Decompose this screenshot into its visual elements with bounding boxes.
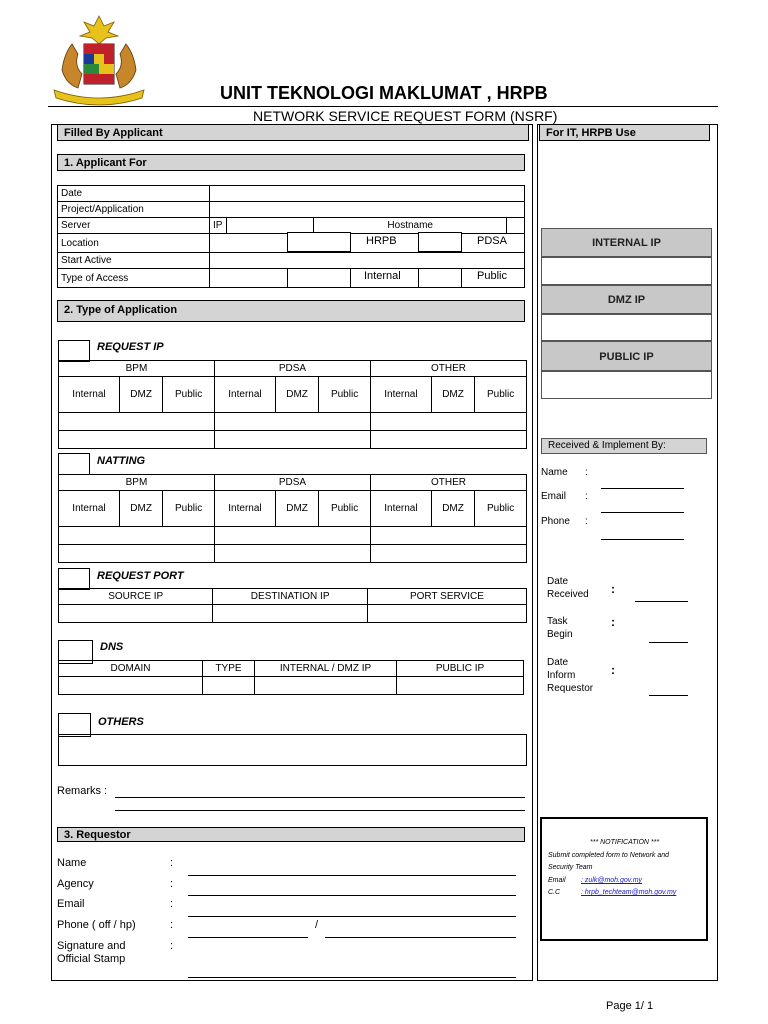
request-port-checkbox[interactable]	[58, 568, 90, 590]
task-begin-line[interactable]	[649, 642, 688, 643]
destination-ip-header: DESTINATION IP	[213, 589, 367, 605]
date-field[interactable]	[210, 186, 525, 202]
page-title: UNIT TEKNOLOGI MAKLUMAT , HRPB	[220, 83, 548, 103]
natting-title: NATTING	[97, 455, 146, 467]
notification-box	[540, 817, 708, 941]
pdsa-header: PDSA	[214, 475, 370, 491]
location-label: Location	[58, 234, 210, 253]
notification-email-link[interactable]: : zulk@moh.gov.my	[581, 877, 643, 884]
header-rule	[48, 106, 718, 107]
filled-by-applicant-header: Filled By Applicant	[57, 124, 529, 141]
request-ip-table	[58, 360, 527, 449]
date-received-line[interactable]	[635, 601, 688, 602]
hrpb-checkbox[interactable]	[287, 232, 351, 252]
notification-line2: Security Team	[548, 864, 593, 871]
bpm-header: BPM	[59, 361, 215, 377]
domain-field[interactable]	[59, 677, 203, 695]
notification-line1: Submit completed form to Network and	[548, 852, 669, 859]
requestor-phone-office-line[interactable]	[188, 937, 308, 938]
pdsa-entry[interactable]	[214, 545, 370, 563]
bpm-header: BPM	[59, 475, 215, 491]
col-public: Public	[475, 491, 527, 527]
colon: :	[170, 898, 174, 910]
col-internal: Internal	[370, 377, 431, 413]
col-internal: Internal	[214, 491, 275, 527]
internal-ip-field[interactable]	[541, 257, 712, 285]
type-field[interactable]	[203, 677, 255, 695]
col-public: Public	[163, 377, 215, 413]
dns-table	[58, 660, 524, 695]
requestor-signature-label: Signature and	[57, 940, 126, 952]
remarks-label: Remarks :	[57, 785, 108, 797]
start-active-label: Start Active	[58, 253, 210, 269]
others-textbox[interactable]	[58, 734, 527, 766]
colon: :	[170, 940, 174, 952]
dmz-ip-header: DMZ IP	[541, 285, 712, 314]
it-name-line[interactable]	[601, 488, 684, 489]
port-service-field[interactable]	[367, 605, 526, 623]
date-inform-label-2: Inform	[547, 670, 576, 681]
col-dmz: DMZ	[431, 377, 474, 413]
colon: :	[611, 582, 615, 596]
dns-title: DNS	[100, 641, 124, 653]
date-label: Date	[58, 186, 210, 202]
it-name-label: Name	[541, 467, 568, 478]
requestor-agency-label: Agency	[57, 878, 94, 890]
public-ip-field[interactable]	[397, 677, 524, 695]
colon: :	[585, 516, 588, 527]
other-entry[interactable]	[370, 413, 526, 431]
date-inform-label: Date	[547, 657, 569, 668]
col-internal: Internal	[59, 377, 120, 413]
other-entry[interactable]	[370, 545, 526, 563]
it-email-label: Email	[541, 491, 567, 502]
natting-table	[58, 474, 527, 563]
col-dmz: DMZ	[275, 491, 318, 527]
pdsa-checkbox[interactable]	[418, 232, 462, 252]
source-ip-header: SOURCE IP	[59, 589, 213, 605]
it-use-header: For IT, HRPB Use	[539, 124, 710, 141]
project-label: Project/Application	[58, 202, 210, 218]
type-of-access-label: Type of Access	[58, 269, 210, 288]
task-begin-label-2: Begin	[547, 629, 573, 640]
col-dmz: DMZ	[119, 491, 162, 527]
source-ip-field[interactable]	[59, 605, 213, 623]
requestor-email-label: Email	[57, 898, 85, 910]
internal-ip-header: INTERNAL IP	[541, 228, 712, 257]
date-received-label: Date	[547, 576, 569, 587]
col-public: Public	[319, 377, 371, 413]
bpm-entry[interactable]	[59, 431, 215, 449]
hostname-label: Hostname	[314, 218, 507, 234]
bpm-entry[interactable]	[59, 545, 215, 563]
internal-dmz-ip-field[interactable]	[255, 677, 397, 695]
colon: :	[611, 615, 615, 629]
col-internal: Internal	[59, 491, 120, 527]
page-number: Page 1/ 1	[606, 1000, 654, 1012]
natting-checkbox[interactable]	[58, 453, 90, 475]
pdsa-header: PDSA	[214, 361, 370, 377]
col-dmz: DMZ	[431, 491, 474, 527]
request-port-title: REQUEST PORT	[97, 570, 184, 582]
colon: :	[585, 467, 588, 478]
phone-separator: /	[315, 919, 319, 931]
section1-header: 1. Applicant For	[57, 154, 525, 171]
requestor-phone-hp-line[interactable]	[325, 937, 516, 938]
other-entry[interactable]	[370, 431, 526, 449]
public-ip-header: PUBLIC IP	[397, 661, 524, 677]
notification-email-label: Email	[548, 877, 566, 884]
requestor-signature-line[interactable]	[188, 977, 516, 978]
pdsa-label: PDSA	[477, 235, 507, 247]
start-active-field[interactable]	[210, 253, 525, 269]
date-inform-line[interactable]	[649, 695, 688, 696]
colon: :	[170, 878, 174, 890]
port-service-header: PORT SERVICE	[367, 589, 526, 605]
others-title: OTHERS	[98, 716, 144, 728]
ip-label: IP	[210, 218, 227, 234]
task-begin-label: Task	[547, 616, 568, 627]
requestor-phone-label: Phone ( off / hp)	[57, 919, 136, 931]
pdsa-entry[interactable]	[214, 431, 370, 449]
type-header: TYPE	[203, 661, 255, 677]
other-entry[interactable]	[370, 527, 526, 545]
other-header: OTHER	[370, 475, 526, 491]
colon: :	[170, 919, 174, 931]
hrpb-label: HRPB	[366, 235, 397, 247]
colon: :	[170, 857, 174, 869]
col-public: Public	[163, 491, 215, 527]
received-label: Received & Implement By:	[548, 440, 666, 451]
server-label: Server	[58, 218, 210, 234]
request-ip-checkbox[interactable]	[58, 340, 90, 362]
col-dmz: DMZ	[275, 377, 318, 413]
requestor-stamp-label: Official Stamp	[57, 953, 126, 965]
public-checkbox[interactable]	[418, 268, 462, 288]
pdsa-entry[interactable]	[214, 413, 370, 431]
notification-title: *** NOTIFICATION ***	[590, 839, 660, 846]
internal-label: Internal	[364, 270, 401, 282]
it-phone-line[interactable]	[601, 539, 684, 540]
request-ip-title: REQUEST IP	[97, 341, 164, 353]
date-received-label-2: Received	[547, 589, 589, 600]
form-subtitle: NETWORK SERVICE REQUEST FORM (NSRF)	[253, 108, 558, 124]
pdsa-entry[interactable]	[214, 527, 370, 545]
domain-header: DOMAIN	[59, 661, 203, 677]
col-internal: Internal	[214, 377, 275, 413]
colon: :	[585, 491, 588, 502]
colon: :	[611, 663, 615, 677]
destination-ip-field[interactable]	[213, 605, 367, 623]
internal-checkbox[interactable]	[287, 268, 351, 288]
it-phone-label: Phone	[541, 516, 570, 527]
requestor-agency-line[interactable]	[188, 895, 516, 896]
public-label: Public	[477, 270, 507, 282]
remarks-line-2[interactable]	[115, 810, 525, 811]
public-ip-header: PUBLIC IP	[541, 341, 712, 371]
requestor-name-label: Name	[57, 857, 87, 869]
bpm-entry[interactable]	[59, 527, 215, 545]
notification-cc-label: C.C	[548, 889, 561, 896]
hostname-field[interactable]	[507, 218, 525, 234]
internal-dmz-ip-header: INTERNAL / DMZ IP	[255, 661, 397, 677]
col-internal: Internal	[370, 491, 431, 527]
col-public: Public	[475, 377, 527, 413]
col-dmz: DMZ	[119, 377, 162, 413]
dmz-ip-field[interactable]	[541, 314, 712, 341]
notification-cc-link[interactable]: : hrpb_techteam@moh.gov.my	[581, 889, 677, 896]
date-inform-label-3: Requestor	[547, 683, 594, 694]
requestor-name-line[interactable]	[188, 875, 516, 876]
it-email-line[interactable]	[601, 512, 684, 513]
coat-of-arms-emblem	[44, 14, 154, 106]
col-public: Public	[319, 491, 371, 527]
remarks-line-1[interactable]	[115, 797, 525, 798]
public-ip-field[interactable]	[541, 371, 712, 399]
requestor-email-line[interactable]	[188, 916, 516, 917]
bpm-entry[interactable]	[59, 413, 215, 431]
project-field[interactable]	[210, 202, 525, 218]
received-header	[541, 438, 707, 454]
other-header: OTHER	[370, 361, 526, 377]
section2-header: 2. Type of Application	[57, 300, 525, 322]
section3-header: 3. Requestor	[57, 827, 525, 842]
request-port-table	[58, 588, 527, 623]
